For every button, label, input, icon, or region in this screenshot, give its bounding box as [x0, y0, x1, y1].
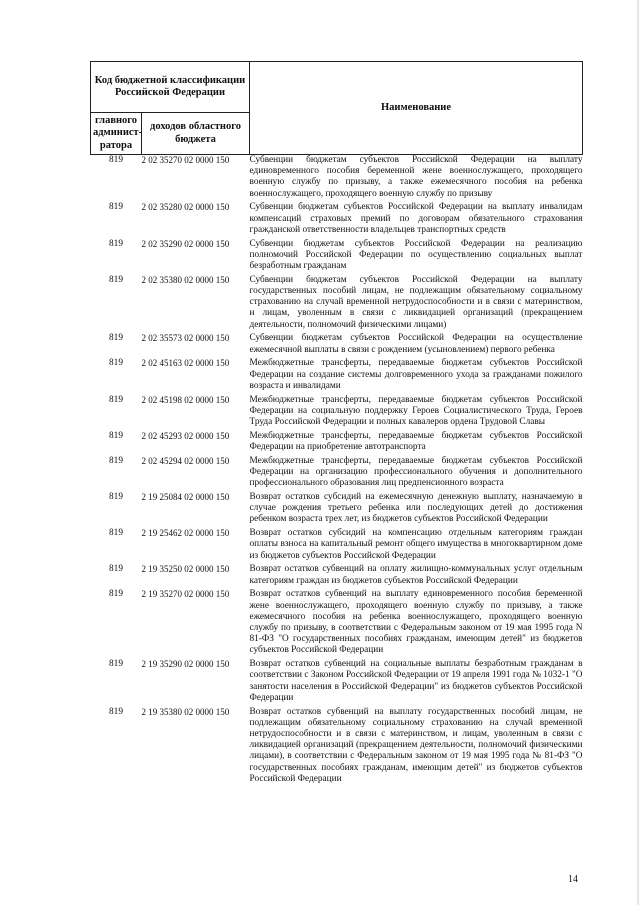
table-header-row: [91, 62, 583, 113]
table-row: [91, 589, 583, 659]
description-cell: Субвенции бюджетам субъектов Российской Федерации на реализацию полномочий Российской Федерации по осуществлению социальных выплат безработным гражданам: [249, 238, 583, 272]
admin-code-cell: 819: [109, 492, 123, 503]
budget-code-cell: 2 02 35573 02 0000 150: [141, 333, 230, 344]
budget-code-cell: 2 19 35250 02 0000 150: [141, 564, 230, 575]
description-cell: Возврат остатков субсидий на ежемесячную денежную выплату, назначаемую в случае рождения третьего ребенка или последующих детей до достижения ребенком возраста трех лет, из бюджетов субъектов Российской Федерации: [249, 492, 583, 525]
table-row: [91, 155, 583, 203]
admin-code-cell: 819: [109, 564, 123, 575]
budget-code-cell: 2 19 35290 02 0000 150: [141, 659, 230, 670]
budget-code-cell: 2 19 25462 02 0000 150: [141, 528, 230, 539]
admin-code-cell: 819: [109, 706, 123, 717]
description-cell: Субвенции бюджетам субъектов Российской Федерации на выплату государственных пособий лицам, не подлежащим обязательному социальному страхованию на случай временной нетрудоспособности и в связи с материнством, и лицам, уволенным в связи с ликвидацией организаций (прекращением деятельности, полномочий физическими лицами): [249, 274, 583, 330]
description-cell: Возврат остатков субвенций на оплату жилищно-коммунальных услуг отдельным категориям граждан из бюджетов субъектов Российской Федерации: [249, 564, 583, 586]
budget-code-cell: 2 02 45293 02 0000 150: [141, 430, 230, 441]
admin-code-cell: 819: [109, 394, 123, 405]
description-cell: Возврат остатков субвенций на социальные выплаты безработным гражданам в соответствии с Законом Российской Федерации от 19 апреля 1991 года № 1032-1 "О занятости населения в Российской Федерации" из бюджетов субъектов Российской Федерации: [249, 659, 583, 703]
table-body: [91, 155, 583, 788]
table-row: [91, 659, 583, 706]
admin-code-cell: 819: [109, 238, 123, 249]
table-row: [91, 395, 583, 431]
table-row: [91, 431, 583, 456]
table-row: [91, 202, 583, 238]
admin-code-cell: 819: [109, 659, 123, 670]
admin-code-cell: 819: [109, 274, 123, 285]
budget-code-cell: 2 02 35270 02 0000 150: [141, 155, 230, 165]
admin-code-cell: 819: [109, 155, 123, 165]
budget-code-cell: 2 02 35280 02 0000 150: [141, 202, 230, 213]
description-cell: Субвенции бюджетам субъектов Российской Федерации на осуществление ежемесячной выплаты в связи с рождением (усыновлением) первого ребенка: [249, 333, 583, 355]
table-row: [91, 239, 583, 275]
table-row: [91, 707, 583, 788]
name-column-header: Наименование: [250, 62, 583, 155]
admin-code-cell: 819: [109, 455, 123, 466]
budget-code-cell: 2 02 45294 02 0000 150: [141, 455, 230, 466]
admin-code-cell: 819: [109, 202, 123, 213]
table-row: [91, 456, 583, 492]
budget-code-cell: 2 02 45163 02 0000 150: [141, 358, 230, 369]
page-number: 14: [568, 874, 578, 885]
admin-column-header: главного админист-ратора: [91, 113, 142, 155]
description-cell: Субвенции бюджетам субъектов Российской Федерации на выплату инвалидам компенсаций страховых премий по договорам обязательного страхования гражданской ответственности владельцев транспортных средств: [249, 202, 583, 235]
budget-code-cell: 2 19 35270 02 0000 150: [141, 589, 230, 600]
income-column-header: доходов областного бюджета: [142, 113, 250, 155]
table-row: [91, 564, 583, 589]
budget-code-cell: 2 02 45198 02 0000 150: [141, 394, 230, 405]
description-cell: Возврат остатков субвенций на выплату государственных пособий лицам, не подлежащим обязательному социальному страхованию на случай временной нетрудоспособности и в связи с материнством, и лицам, уволенным в связи с ликвидацией организаций (прекращением деятельности, полномочий физическими лицами), в соответствии с Федеральным законом от 19 мая 1995 года № 81-ФЗ "О государственных пособиях гражданам, имеющим детей" из бюджетов субъектов Российской Федерации: [249, 706, 583, 784]
description-cell: Возврат остатков субвенций на выплату единовременного пособия беременной жене военнослужащего, проходящего военную службу по призыву, а также ежемесячного пособия на ребенка военнослужащего, проходящего военную службу по призыву, в соответствии с Федеральным законом от 19 мая 1995 года N 81-ФЗ "О государственных пособиях гражданам, имеющим детей" из бюджетов субъектов Российской Федерации: [249, 589, 583, 656]
description-cell: Межбюджетные трансферты, передаваемые бюджетам субъектов Российской Федерации на социальную поддержку Героев Социалистического Труда, Героев Труда Российской Федерации и полных кавалеров ордена Трудовой Славы: [249, 394, 583, 428]
admin-code-cell: 819: [109, 358, 123, 369]
description-cell: Межбюджетные трансферты, передаваемые бюджетам субъектов Российской Федерации на организацию профессионального обучения и дополнительного профессионального образования лиц предпенсионного возраста: [249, 455, 583, 489]
budget-code-cell: 2 19 25084 02 0000 150: [141, 492, 230, 503]
budget-code-cell: 2 02 35380 02 0000 150: [141, 274, 230, 285]
admin-code-cell: 819: [109, 528, 123, 539]
description-cell: Межбюджетные трансферты, передаваемые бюджетам субъектов Российской Федерации на приобретение автотранспорта: [249, 430, 583, 453]
description-cell: Возврат остатков субсидий на компенсацию отдельным категориям граждан оплаты взноса на капитальный ремонт общего имущества в многоквартирном доме из бюджетов субъектов Российской Федерации: [249, 528, 583, 561]
description-cell: Межбюджетные трансферты, передаваемые бюджетам субъектов Российской Федерации на создание системы долговременного ухода за гражданами пожилого возраста и инвалидами: [249, 358, 583, 391]
admin-code-cell: 819: [109, 333, 123, 344]
table-row: [91, 528, 583, 564]
table-row: [91, 333, 583, 358]
description-cell: Субвенции бюджетам субъектов Российской Федерации на выплату единовременного пособия беременной жене военнослужащего, проходящего военную службу по призыву, а также ежемесячного пособия на ребенка военнослужащего, проходящего военную службу по призыву: [249, 155, 583, 199]
table-row: [91, 492, 583, 528]
admin-code-cell: 819: [109, 589, 123, 600]
budget-code-cell: 2 19 35380 02 0000 150: [141, 706, 230, 717]
table-row: [91, 275, 583, 334]
admin-code-cell: 819: [109, 430, 123, 441]
table-row: [91, 358, 583, 394]
budget-code-cell: 2 02 35290 02 0000 150: [141, 238, 230, 249]
kbk-group-header: Код бюджетной классификации Российской Федерации: [91, 62, 250, 113]
budget-classification-table: [90, 61, 583, 788]
